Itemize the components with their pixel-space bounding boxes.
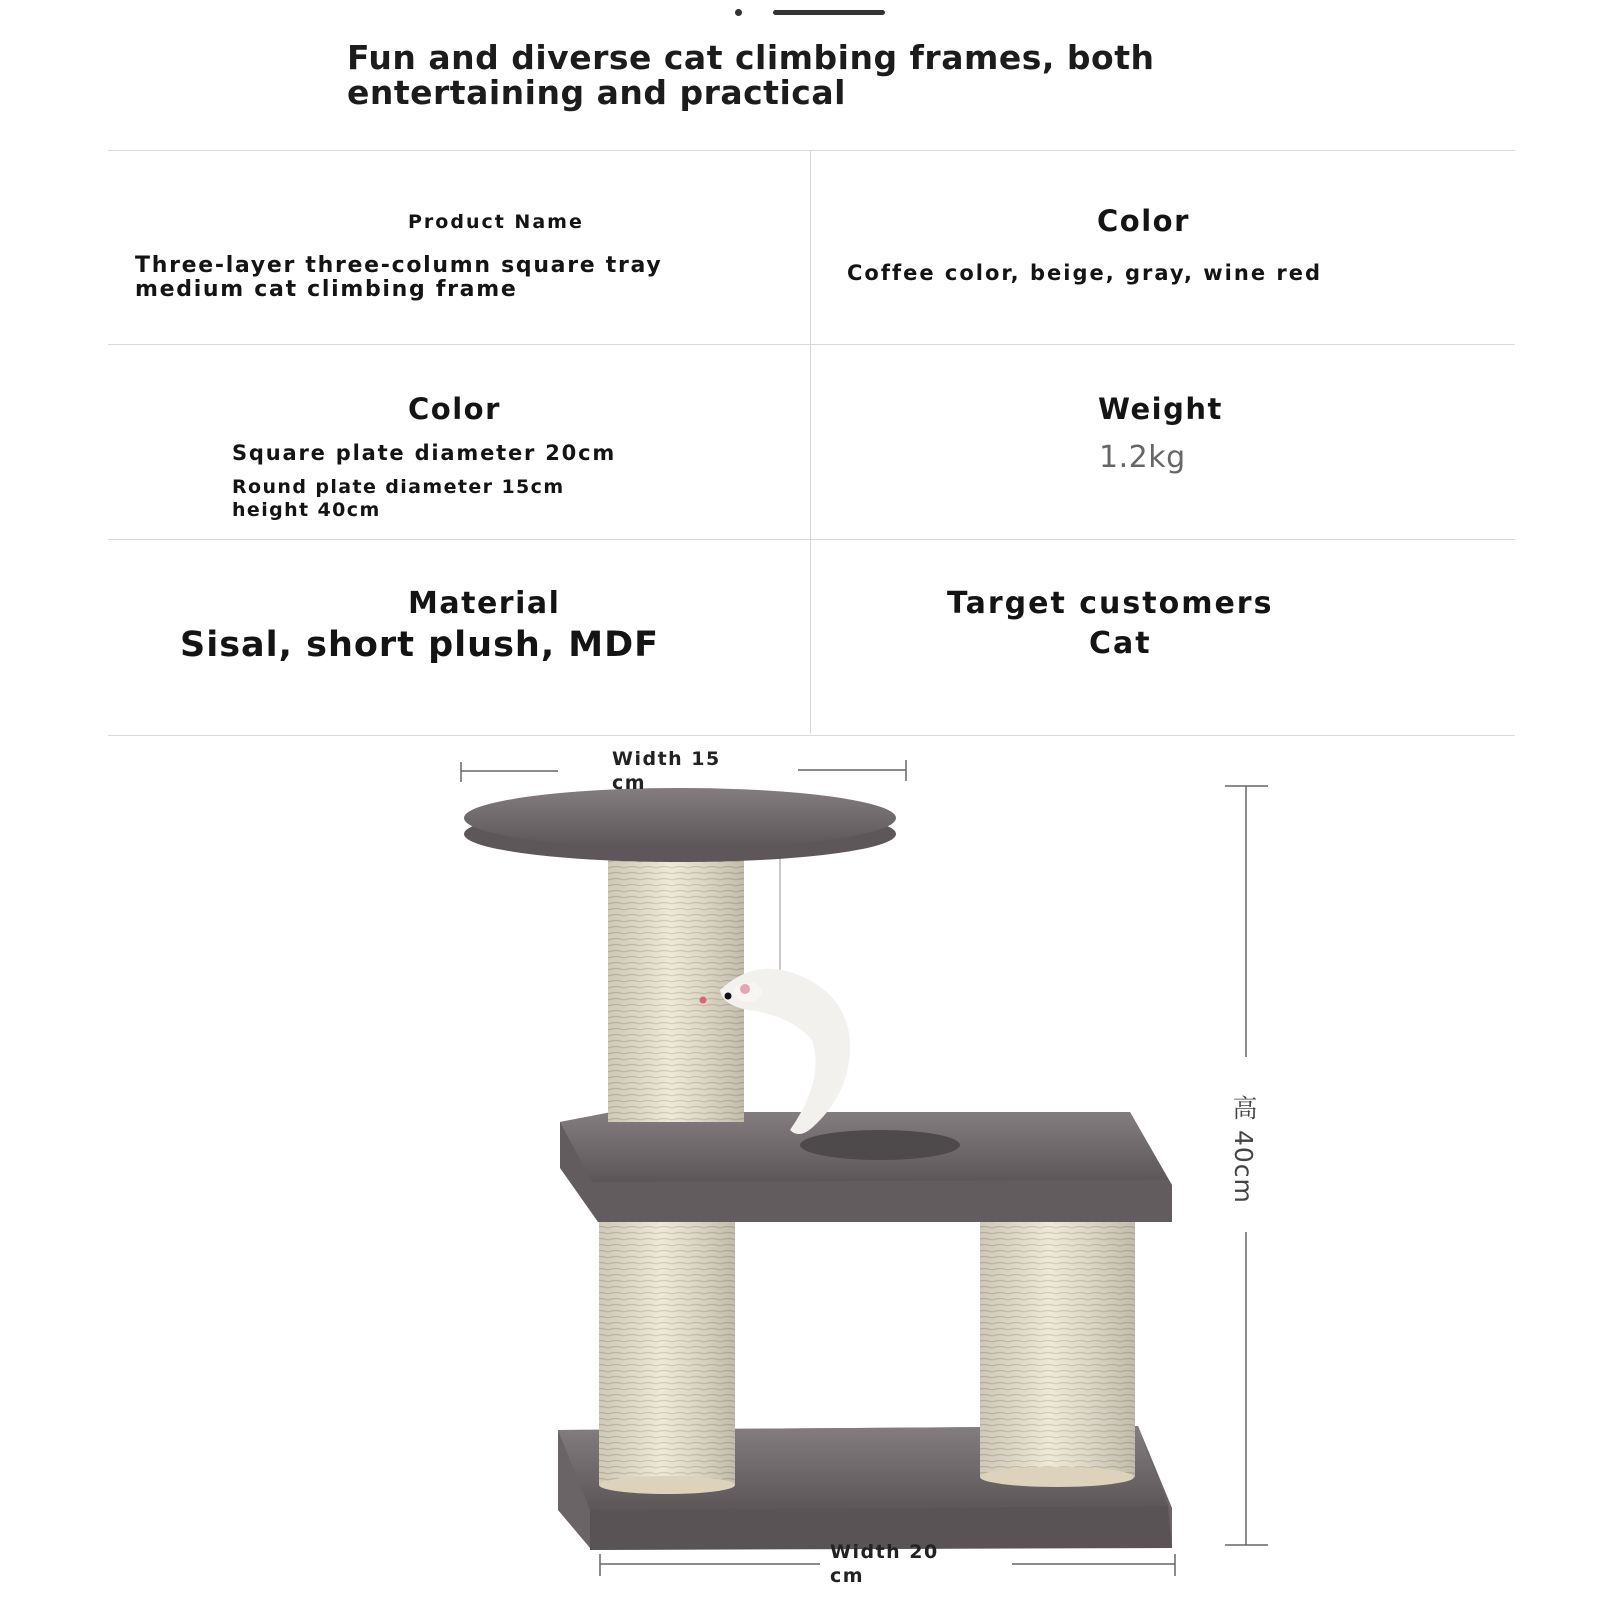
material-value: Sisal, short plush, MDF bbox=[180, 625, 660, 665]
target-label: Target customers bbox=[947, 586, 1274, 621]
carousel-indicator bbox=[735, 8, 885, 16]
cat-tree-illustration bbox=[0, 735, 1600, 1600]
bottom-width-unit: cm bbox=[830, 1565, 865, 1587]
spec-row bbox=[108, 150, 1515, 345]
top-width-unit: cm bbox=[612, 772, 647, 794]
size-label: Color bbox=[408, 392, 501, 426]
product-name-label: Product Name bbox=[408, 211, 584, 233]
spec-row bbox=[108, 344, 1515, 540]
size-cell bbox=[108, 345, 810, 540]
size-line1: Square plate diameter 20cm bbox=[232, 441, 617, 465]
middle-square-platform bbox=[560, 1112, 1172, 1222]
color-cell bbox=[811, 151, 1515, 345]
product-name-cell bbox=[108, 151, 810, 345]
product-name-line1: Three-layer three-column square tray bbox=[135, 253, 663, 278]
color-value: Coffee color, beige, gray, wine red bbox=[847, 261, 1322, 285]
product-name-line2: medium cat climbing frame bbox=[135, 277, 518, 302]
target-cell bbox=[811, 540, 1515, 735]
size-line2: Round plate diameter 15cm bbox=[232, 476, 565, 498]
carousel-dot bbox=[735, 9, 742, 16]
material-label: Material bbox=[408, 586, 561, 621]
page-headline: Fun and diverse cat climbing frames, both entertaining and practical bbox=[347, 38, 1155, 112]
target-value: Cat bbox=[1089, 626, 1152, 661]
color-label: Color bbox=[1097, 204, 1190, 238]
size-line3: height 40cm bbox=[232, 499, 381, 521]
top-width-value: Width 15 bbox=[612, 748, 721, 770]
carousel-active-bar bbox=[773, 10, 885, 15]
bottom-width-value: Width 20 bbox=[830, 1541, 939, 1563]
top-round-platform bbox=[464, 788, 896, 862]
weight-label: Weight bbox=[1098, 392, 1223, 426]
material-cell bbox=[108, 540, 810, 735]
spec-row bbox=[108, 539, 1515, 736]
height-label: 高 40cm bbox=[1229, 1095, 1258, 1204]
weight-value: 1.2kg bbox=[1099, 440, 1186, 475]
sisal-post-lower-right bbox=[980, 1215, 1135, 1487]
weight-cell bbox=[811, 345, 1515, 540]
sisal-post-lower-left bbox=[599, 1210, 735, 1494]
top-width-label bbox=[612, 747, 721, 795]
bottom-width-label bbox=[830, 1540, 939, 1588]
